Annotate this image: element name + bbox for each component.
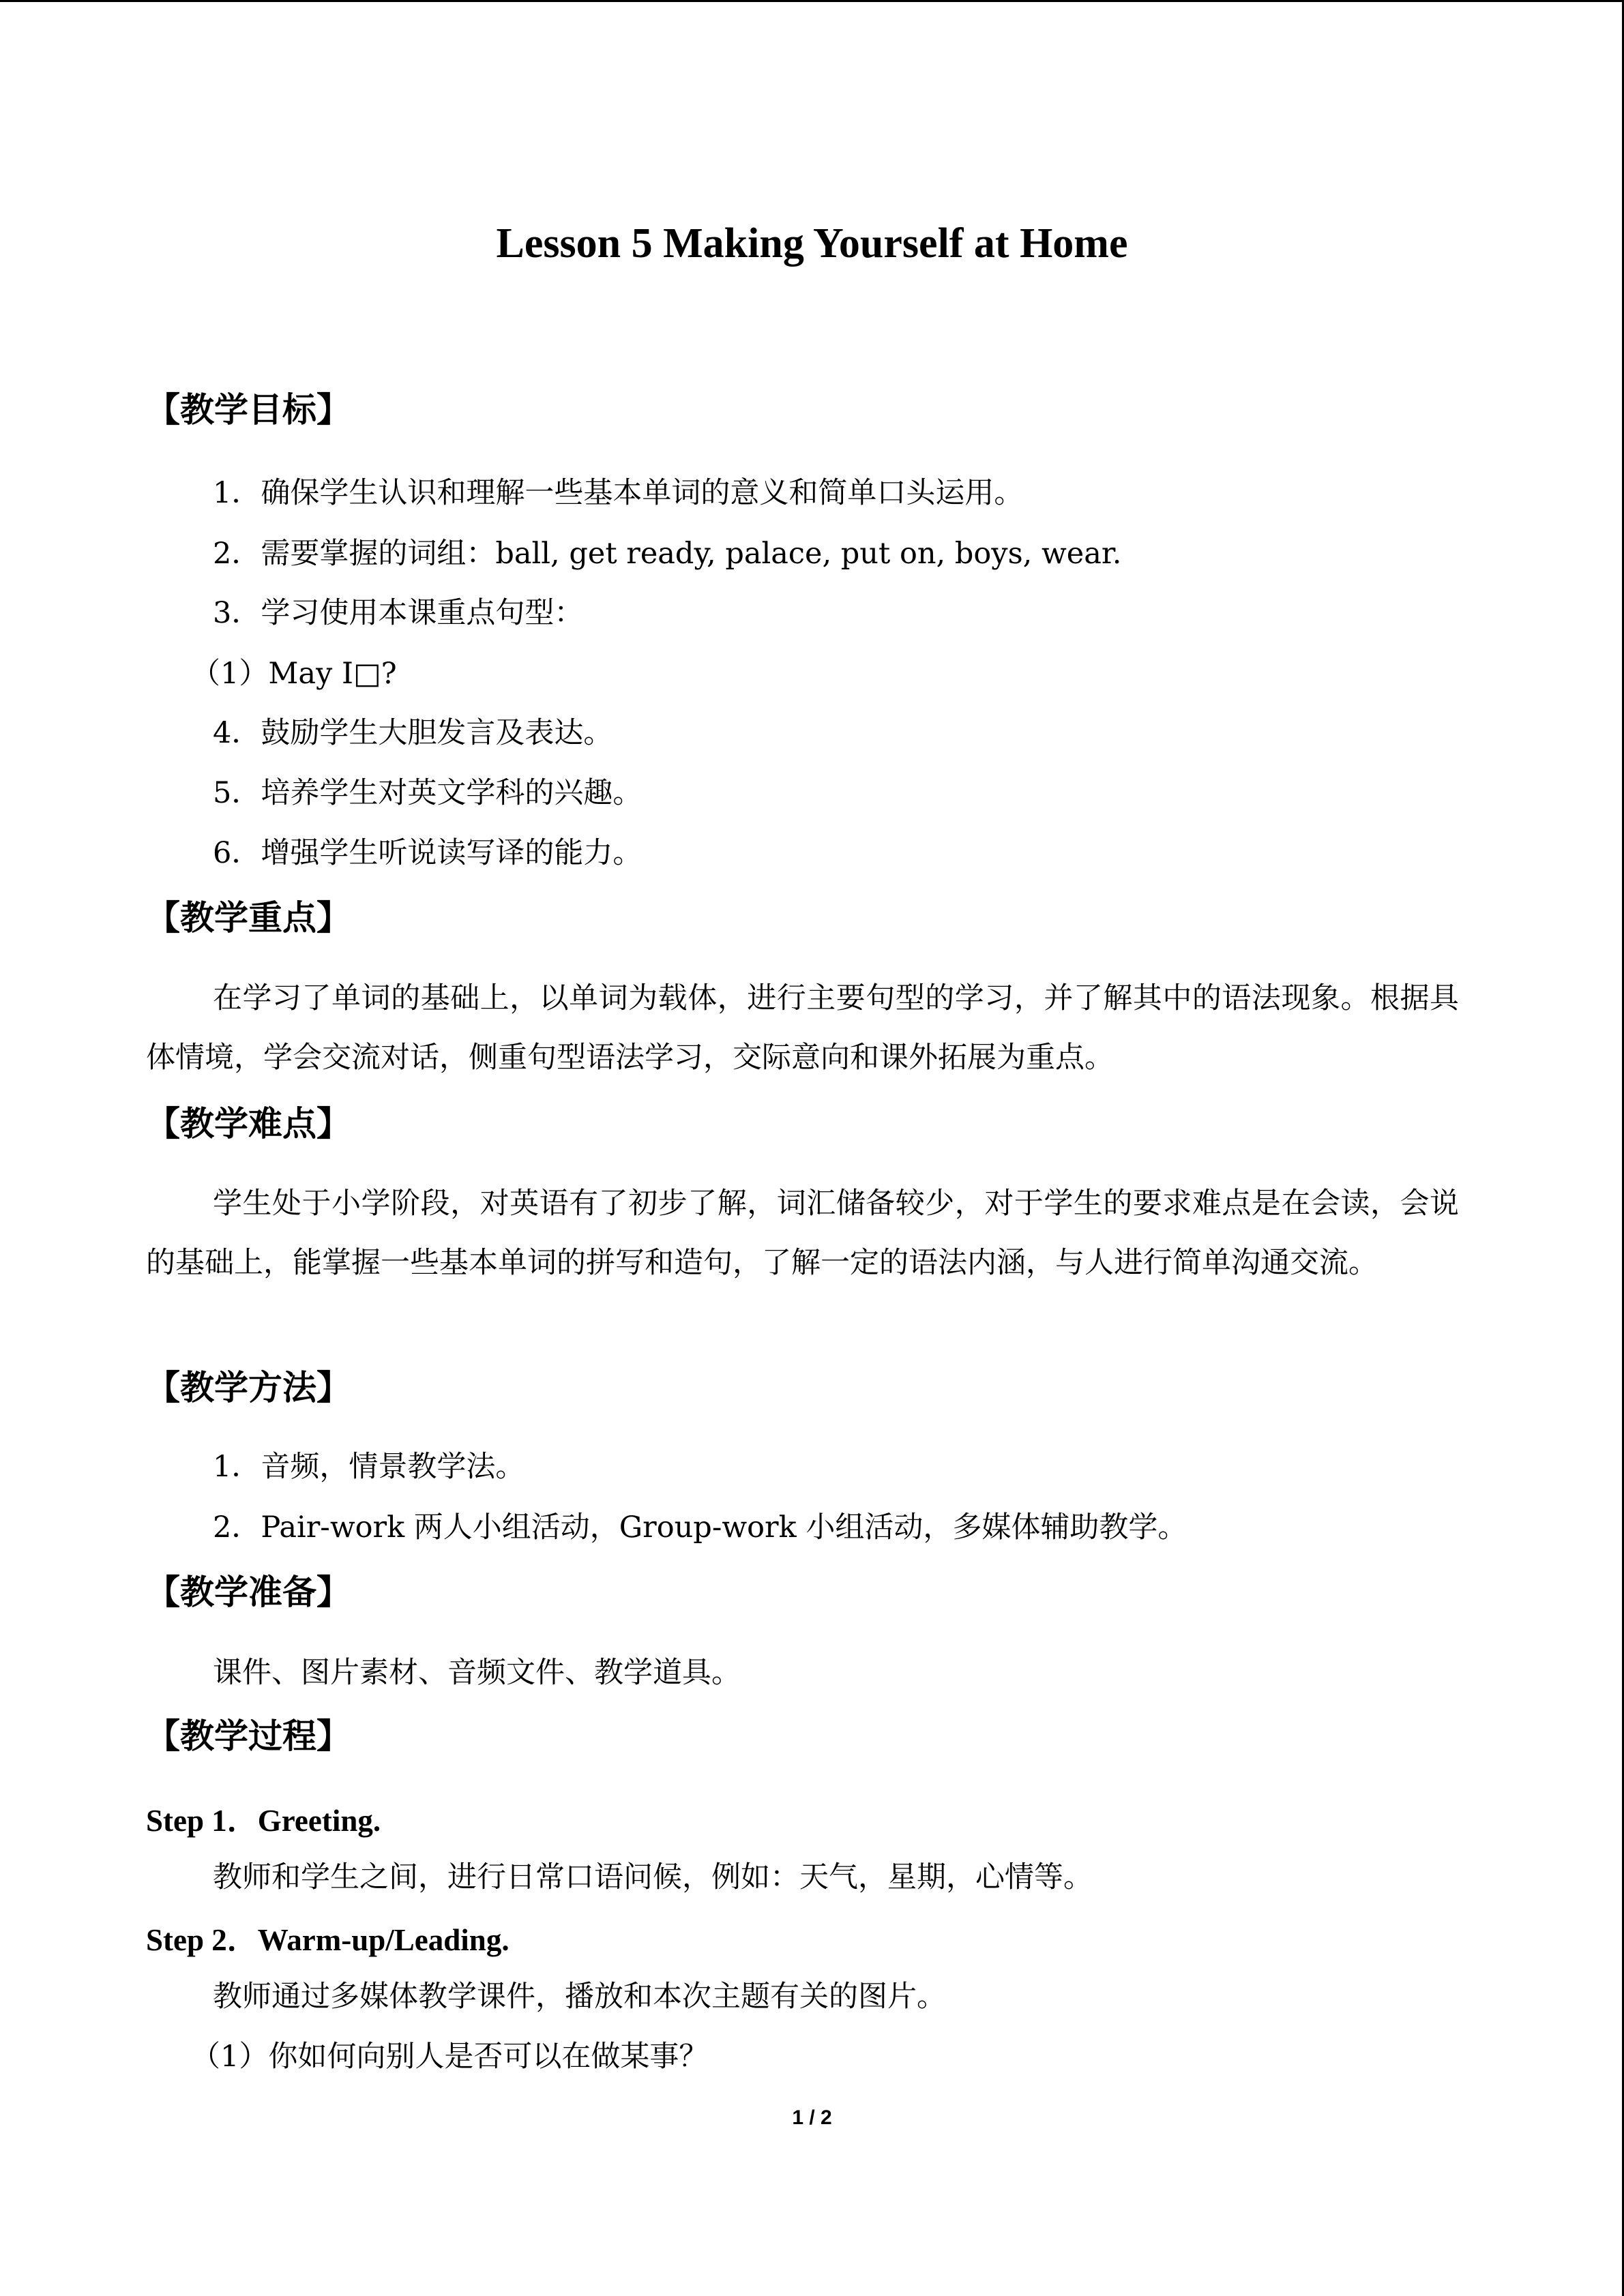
page-number: 1 / 2: [792, 2106, 832, 2129]
method-item: 1．音频，情景教学法。: [213, 1450, 525, 1484]
document-title: Lesson 5 Making Yourself at Home: [496, 220, 1128, 267]
objective-item: 2．需要掌握的词组：ball, get ready, palace, put on, boys, wear.: [213, 537, 1122, 571]
objective-item: 4．鼓励学生大胆发言及表达。: [213, 716, 613, 750]
section-heading-preparation: 【教学准备】: [146, 1572, 351, 1612]
difficulties-paragraph: 学生处于小学阶段，对英语有了初步了解，词汇储备较少，对于学生的要求难点是在会读，会说的基础上，能掌握一些基本单词的拼写和造句，了解一定的语法内涵，与人进行简单沟通交流。: [146, 1187, 1459, 1280]
objective-item: 5．培养学生对英文学科的兴趣。: [213, 776, 643, 810]
section-heading-difficulties: 【教学难点】: [146, 1104, 351, 1144]
section-heading-objectives: 【教学目标】: [146, 390, 351, 430]
objective-item: 1．确保学生认识和理解一些基本单词的意义和简单口头运用。: [213, 476, 1024, 510]
method-item: 2．Pair-work 两人小组活动，Group-work 小组活动，多媒体辅助教学。: [213, 1510, 1187, 1545]
step-title: Step 1．Greeting.: [146, 1804, 381, 1838]
step-line: 教师通过多媒体教学课件，播放和本次主题有关的图片。: [213, 1980, 946, 2014]
objective-item: 3．学习使用本课重点句型：: [213, 596, 584, 630]
step-title: Step 2．Warm-up/Leading.: [146, 1923, 510, 1957]
section-heading-process: 【教学过程】: [146, 1716, 351, 1756]
key-points-paragraph: 在学习了单词的基础上，以单词为载体，进行主要句型的学习，并了解其中的语法现象。根据具体情境，学会交流对话，侧重句型语法学习，交际意向和课外拓展为重点。: [146, 981, 1459, 1075]
objective-subitem: （1）May I□?: [191, 657, 397, 691]
section-heading-key-points: 【教学重点】: [146, 898, 351, 938]
step-subitem: （1）你如何向别人是否可以在做某事？: [191, 2040, 709, 2074]
section-heading-methods: 【教学方法】: [146, 1368, 351, 1407]
objective-item: 6．增强学生听说读写译的能力。: [213, 836, 643, 870]
step-line: 教师和学生之间，进行日常口语问候，例如：天气，星期，心情等。: [213, 1860, 1093, 1894]
preparation-text: 课件、图片素材、音频文件、教学道具。: [213, 1656, 741, 1690]
